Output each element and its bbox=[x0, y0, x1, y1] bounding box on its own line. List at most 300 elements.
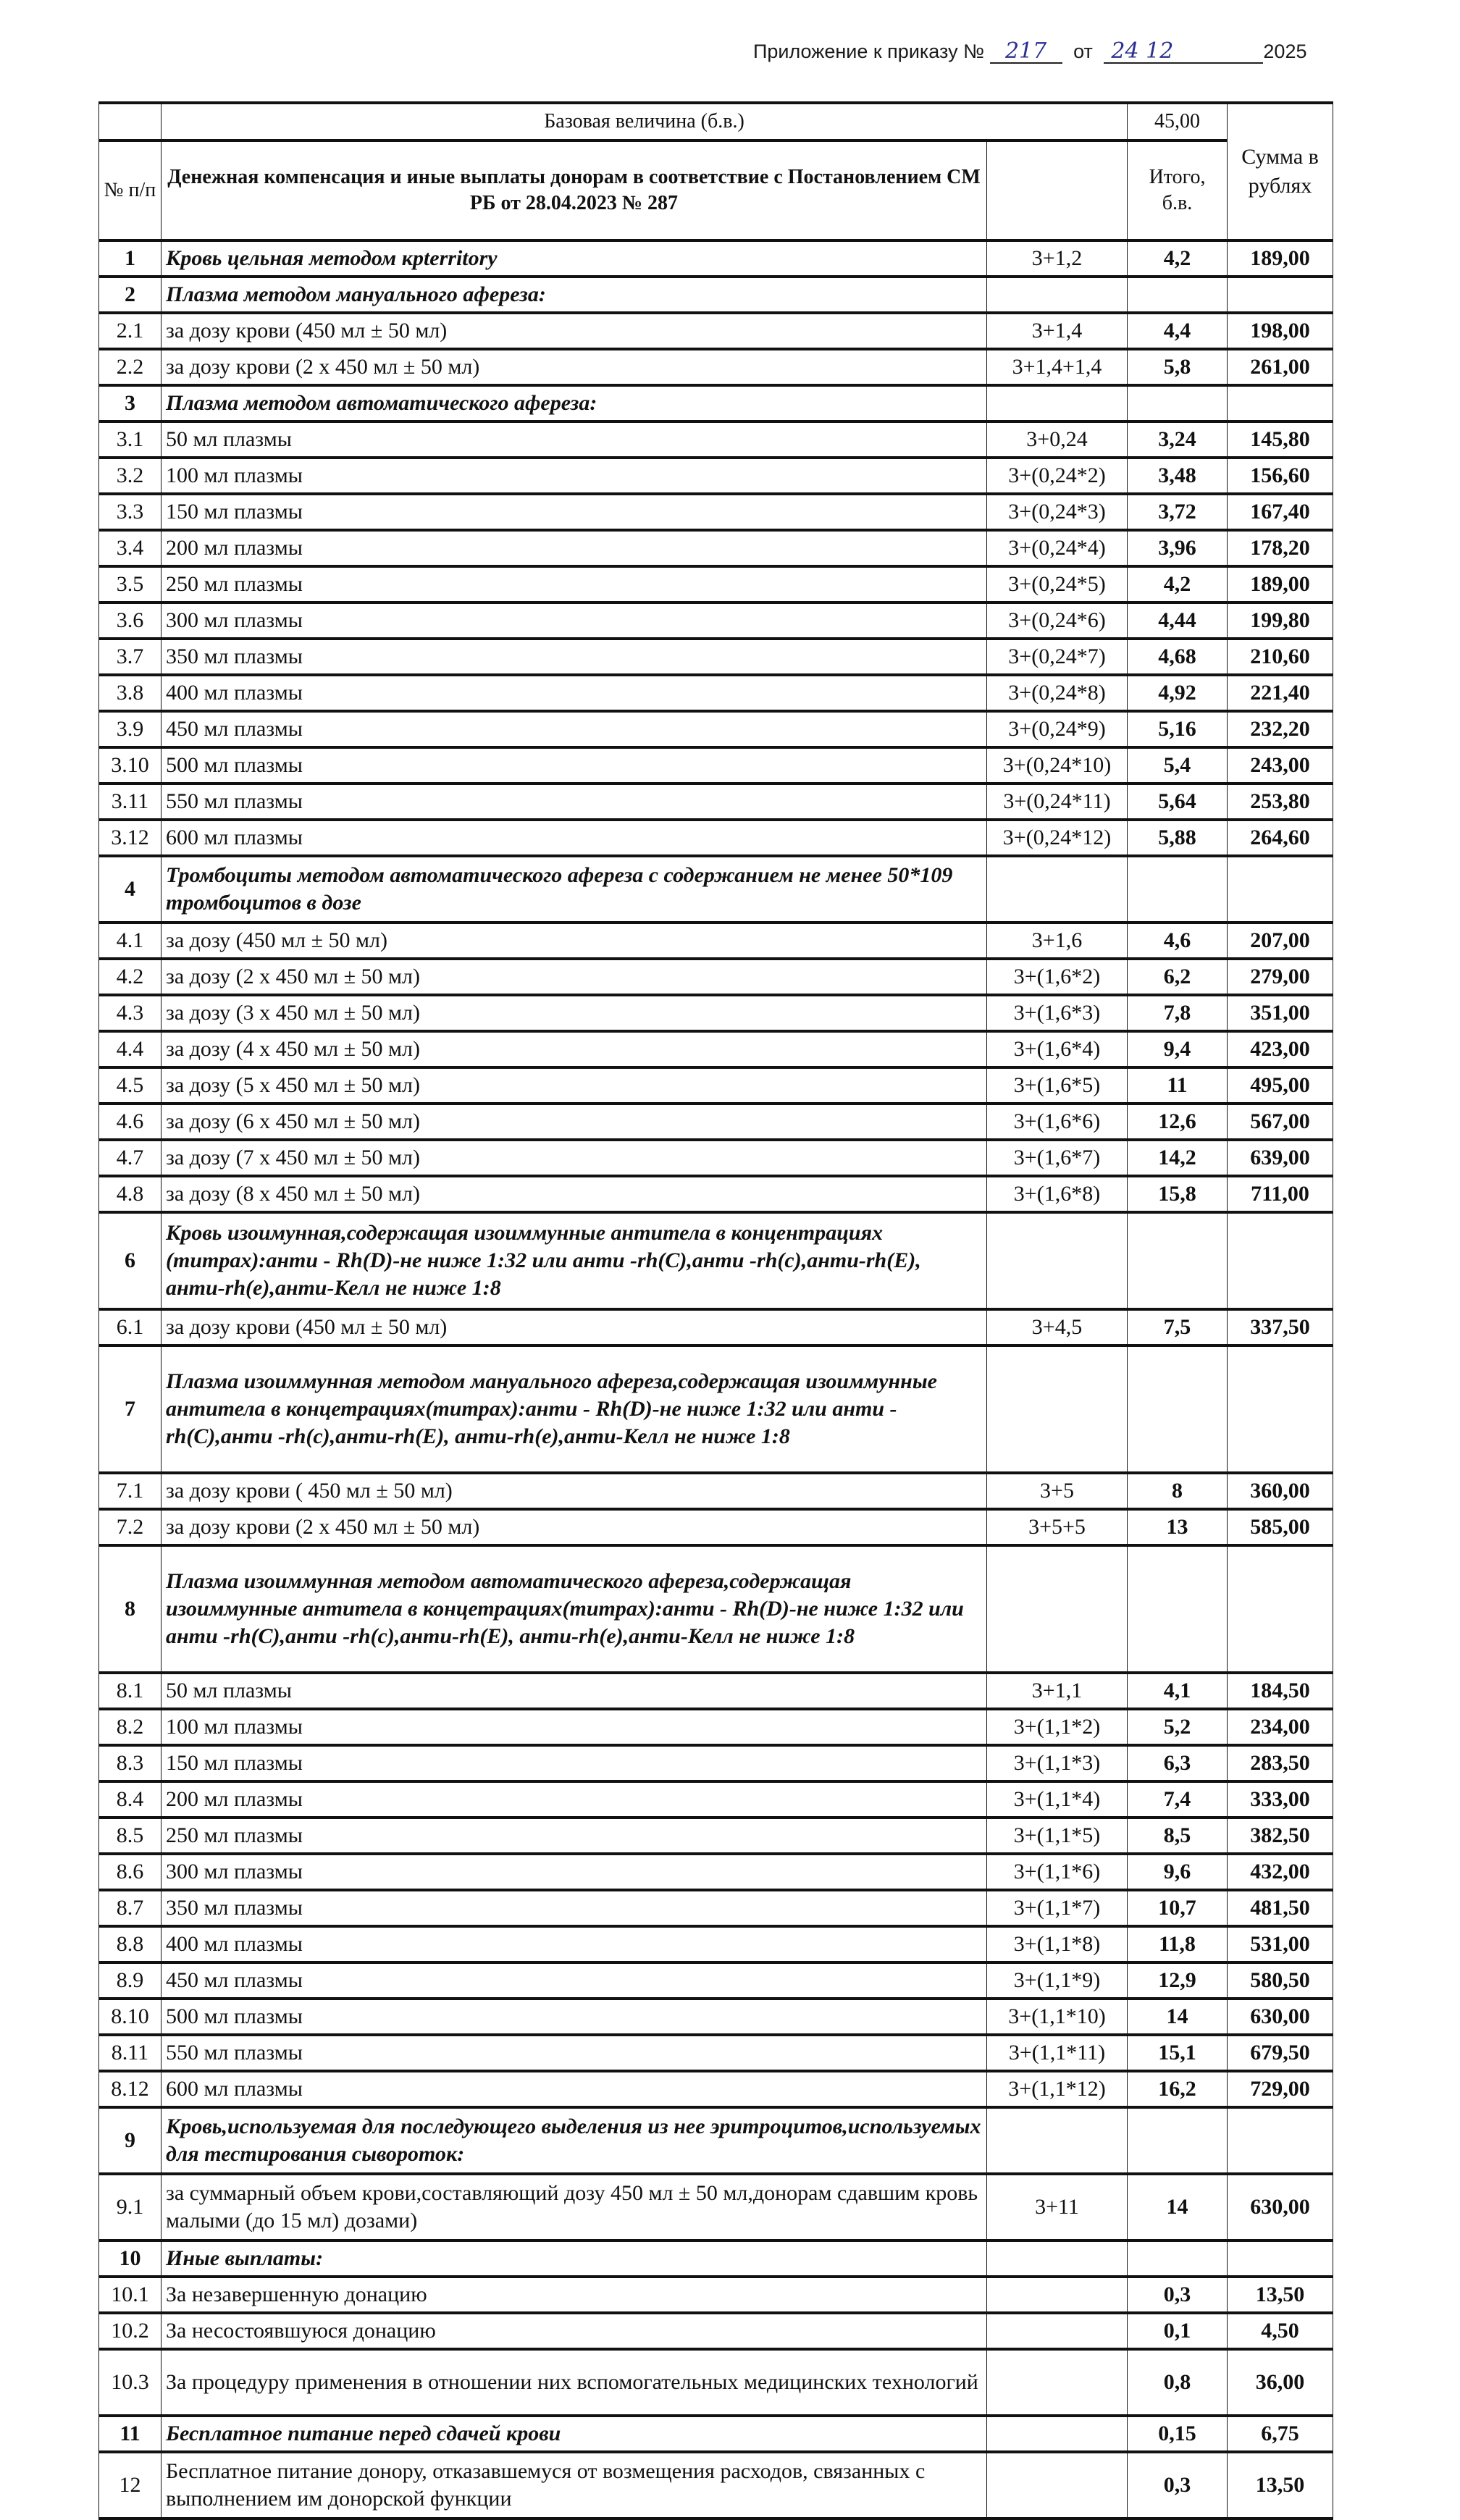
row-description: Кровь цельная методом крterritory bbox=[161, 240, 987, 277]
row-sum-rub: 567,00 bbox=[1228, 1104, 1333, 1140]
row-number: 4 bbox=[99, 856, 161, 923]
row-description: 200 мл плазмы bbox=[161, 530, 987, 566]
row-total-bv bbox=[1128, 1212, 1228, 1309]
row-sum-rub: 432,00 bbox=[1228, 1854, 1333, 1890]
row-description: 400 мл плазмы bbox=[161, 675, 987, 711]
row-total-bv: 4,92 bbox=[1128, 675, 1228, 711]
row-total-bv: 8 bbox=[1128, 1473, 1228, 1509]
table-row bbox=[99, 820, 1333, 856]
row-formula: 3+(0,24*8) bbox=[987, 675, 1128, 711]
row-sum-rub: 264,60 bbox=[1228, 820, 1333, 856]
row-sum-rub: 6,75 bbox=[1228, 2416, 1333, 2452]
row-total-bv bbox=[1128, 2240, 1228, 2277]
row-sum-rub: 243,00 bbox=[1228, 747, 1333, 784]
row-number: 12 bbox=[99, 2452, 161, 2519]
row-sum-rub: 279,00 bbox=[1228, 959, 1333, 995]
row-total-bv: 7,4 bbox=[1128, 1781, 1228, 1818]
row-formula: 3+(1,1*7) bbox=[987, 1890, 1128, 1926]
row-total-bv: 16,2 bbox=[1128, 2071, 1228, 2107]
table-row bbox=[99, 1309, 1333, 1345]
row-description: за дозу (8 х 450 мл ± 50 мл) bbox=[161, 1176, 987, 1212]
row-number: 4.7 bbox=[99, 1140, 161, 1176]
row-total-bv: 9,6 bbox=[1128, 1854, 1228, 1890]
row-number: 4.5 bbox=[99, 1067, 161, 1104]
row-total-bv: 4,44 bbox=[1128, 602, 1228, 639]
row-sum-rub: 729,00 bbox=[1228, 2071, 1333, 2107]
row-total-bv: 0,3 bbox=[1128, 2452, 1228, 2519]
col-desc-header: Денежная компенсация и иные выплаты донорам в соответствие с Постановлением СМ РБ от 28.04.2023 № 287 bbox=[161, 140, 987, 240]
row-total-bv: 5,2 bbox=[1128, 1709, 1228, 1745]
row-description: 100 мл плазмы bbox=[161, 1709, 987, 1745]
row-sum-rub: 210,60 bbox=[1228, 639, 1333, 675]
row-formula: 3+(1,6*4) bbox=[987, 1031, 1128, 1067]
row-sum-rub bbox=[1228, 1212, 1333, 1309]
table-row bbox=[99, 1176, 1333, 1212]
row-total-bv: 6,2 bbox=[1128, 959, 1228, 995]
row-formula: 3+5 bbox=[987, 1473, 1128, 1509]
section-row bbox=[99, 1345, 1333, 1473]
order-number: 217 bbox=[990, 41, 1062, 64]
row-formula: 3+(1,1*4) bbox=[987, 1781, 1128, 1818]
table-row bbox=[99, 313, 1333, 349]
row-number: 7 bbox=[99, 1345, 161, 1473]
row-description: Иные выплаты: bbox=[161, 2240, 987, 2277]
table-row bbox=[99, 995, 1333, 1031]
row-sum-rub: 36,00 bbox=[1228, 2349, 1333, 2416]
row-sum-rub: 253,80 bbox=[1228, 784, 1333, 820]
row-description: 600 мл плазмы bbox=[161, 820, 987, 856]
row-sum-rub: 189,00 bbox=[1228, 240, 1333, 277]
row-total-bv bbox=[1128, 1545, 1228, 1673]
row-number: 8.2 bbox=[99, 1709, 161, 1745]
row-number: 8.5 bbox=[99, 1818, 161, 1854]
row-formula: 3+(1,1*12) bbox=[987, 2071, 1128, 2107]
row-total-bv: 14 bbox=[1128, 2174, 1228, 2240]
row-formula: 3+(0,24*9) bbox=[987, 711, 1128, 747]
order-date: 24 12 bbox=[1104, 41, 1263, 64]
row-number: 9 bbox=[99, 2107, 161, 2174]
row-total-bv: 14,2 bbox=[1128, 1140, 1228, 1176]
row-total-bv: 4,2 bbox=[1128, 240, 1228, 277]
base-value-label: Базовая величина (б.в.) bbox=[161, 103, 1128, 140]
section-row bbox=[99, 2416, 1333, 2452]
row-total-bv: 12,9 bbox=[1128, 1962, 1228, 1999]
row-number: 4.2 bbox=[99, 959, 161, 995]
row-sum-rub: 283,50 bbox=[1228, 1745, 1333, 1781]
row-formula: 3+(0,24*4) bbox=[987, 530, 1128, 566]
row-formula: 3+1,6 bbox=[987, 923, 1128, 959]
row-number: 8.9 bbox=[99, 1962, 161, 1999]
section-row bbox=[99, 856, 1333, 923]
row-formula bbox=[987, 1212, 1128, 1309]
row-description: 150 мл плазмы bbox=[161, 494, 987, 530]
row-sum-rub: 13,50 bbox=[1228, 2452, 1333, 2519]
row-formula: 3+(1,6*5) bbox=[987, 1067, 1128, 1104]
section-row bbox=[99, 1545, 1333, 1673]
row-number: 3.4 bbox=[99, 530, 161, 566]
row-number: 8.1 bbox=[99, 1673, 161, 1709]
row-formula: 3+(0,24*7) bbox=[987, 639, 1128, 675]
table-row bbox=[99, 2071, 1333, 2107]
base-value-row bbox=[99, 103, 1333, 140]
row-description: 550 мл плазмы bbox=[161, 2035, 987, 2071]
row-total-bv bbox=[1128, 856, 1228, 923]
table-row bbox=[99, 2313, 1333, 2349]
row-sum-rub: 585,00 bbox=[1228, 1509, 1333, 1545]
row-sum-rub bbox=[1228, 856, 1333, 923]
row-number: 3.11 bbox=[99, 784, 161, 820]
row-description: 400 мл плазмы bbox=[161, 1926, 987, 1962]
row-description: За процедуру применения в отношении них вспомогательных медицинских технологий bbox=[161, 2349, 987, 2416]
table-row bbox=[99, 2174, 1333, 2240]
row-description: Плазма методом мануального афереза: bbox=[161, 277, 987, 313]
row-description: За незавершенную донацию bbox=[161, 2277, 987, 2313]
row-description: 150 мл плазмы bbox=[161, 1745, 987, 1781]
table-row bbox=[99, 494, 1333, 530]
row-sum-rub: 351,00 bbox=[1228, 995, 1333, 1031]
row-number: 10.1 bbox=[99, 2277, 161, 2313]
row-sum-rub: 199,80 bbox=[1228, 602, 1333, 639]
table-row bbox=[99, 1673, 1333, 1709]
row-number: 8.7 bbox=[99, 1890, 161, 1926]
table-row bbox=[99, 1067, 1333, 1104]
row-formula: 3+(1,1*10) bbox=[987, 1999, 1128, 2035]
row-formula bbox=[987, 2107, 1128, 2174]
row-total-bv: 3,96 bbox=[1128, 530, 1228, 566]
row-total-bv: 11,8 bbox=[1128, 1926, 1228, 1962]
row-description: 450 мл плазмы bbox=[161, 1962, 987, 1999]
order-reference bbox=[753, 38, 1333, 64]
row-formula: 3+(1,6*3) bbox=[987, 995, 1128, 1031]
row-description: за дозу (4 х 450 мл ± 50 мл) bbox=[161, 1031, 987, 1067]
row-number: 6.1 bbox=[99, 1309, 161, 1345]
row-formula bbox=[987, 1345, 1128, 1473]
row-sum-rub: 382,50 bbox=[1228, 1818, 1333, 1854]
row-formula: 3+(1,1*2) bbox=[987, 1709, 1128, 1745]
row-sum-rub: 4,50 bbox=[1228, 2313, 1333, 2349]
row-formula: 3+(0,24*3) bbox=[987, 494, 1128, 530]
row-description: за дозу (3 х 450 мл ± 50 мл) bbox=[161, 995, 987, 1031]
row-formula bbox=[987, 277, 1128, 313]
table-row bbox=[99, 959, 1333, 995]
row-number: 10.2 bbox=[99, 2313, 161, 2349]
row-sum-rub: 580,50 bbox=[1228, 1962, 1333, 1999]
row-formula: 3+1,2 bbox=[987, 240, 1128, 277]
row-sum-rub: 337,50 bbox=[1228, 1309, 1333, 1345]
row-total-bv: 15,8 bbox=[1128, 1176, 1228, 1212]
row-sum-rub: 679,50 bbox=[1228, 2035, 1333, 2071]
row-total-bv: 5,64 bbox=[1128, 784, 1228, 820]
table-row bbox=[99, 2349, 1333, 2416]
section-row bbox=[99, 1212, 1333, 1309]
table-row bbox=[99, 421, 1333, 458]
row-sum-rub: 234,00 bbox=[1228, 1709, 1333, 1745]
table-row bbox=[99, 2452, 1333, 2519]
row-description: 100 мл плазмы bbox=[161, 458, 987, 494]
row-total-bv: 13 bbox=[1128, 1509, 1228, 1545]
row-number: 4.3 bbox=[99, 995, 161, 1031]
table-row bbox=[99, 602, 1333, 639]
row-number: 2.1 bbox=[99, 313, 161, 349]
table-row bbox=[99, 1818, 1333, 1854]
row-formula: 3+(1,6*8) bbox=[987, 1176, 1128, 1212]
row-sum-rub: 145,80 bbox=[1228, 421, 1333, 458]
col-total-header: Итого, б.в. bbox=[1128, 140, 1228, 240]
row-total-bv: 4,2 bbox=[1128, 566, 1228, 602]
row-sum-rub: 261,00 bbox=[1228, 349, 1333, 385]
row-sum-rub bbox=[1228, 2240, 1333, 2277]
row-total-bv: 11 bbox=[1128, 1067, 1228, 1104]
row-total-bv: 14 bbox=[1128, 1999, 1228, 2035]
row-description: 200 мл плазмы bbox=[161, 1781, 987, 1818]
row-number: 2.2 bbox=[99, 349, 161, 385]
row-number: 7.2 bbox=[99, 1509, 161, 1545]
row-description: Бесплатное питание перед сдачей крови bbox=[161, 2416, 987, 2452]
row-description: Плазма методом автоматического афереза: bbox=[161, 385, 987, 421]
row-description: Тромбоциты методом автоматического афереза с содержанием не менее 50*109 тромбоцитов в дозе bbox=[161, 856, 987, 923]
row-number: 8.8 bbox=[99, 1926, 161, 1962]
row-number: 3.12 bbox=[99, 820, 161, 856]
row-number: 8.4 bbox=[99, 1781, 161, 1818]
table-row bbox=[99, 784, 1333, 820]
row-number: 3.2 bbox=[99, 458, 161, 494]
row-formula: 3+11 bbox=[987, 2174, 1128, 2240]
row-description: 350 мл плазмы bbox=[161, 639, 987, 675]
row-sum-rub: 360,00 bbox=[1228, 1473, 1333, 1509]
row-sum-rub: 630,00 bbox=[1228, 1999, 1333, 2035]
row-description: Бесплатное питание донору, отказавшемуся от возмещения расходов, связанных с выполнением им донорской функции bbox=[161, 2452, 987, 2519]
row-formula bbox=[987, 856, 1128, 923]
table-row bbox=[99, 923, 1333, 959]
row-formula: 3+(1,1*5) bbox=[987, 1818, 1128, 1854]
table-row bbox=[99, 1854, 1333, 1890]
row-description: 600 мл плазмы bbox=[161, 2071, 987, 2107]
row-formula bbox=[987, 2349, 1128, 2416]
row-formula: 3+0,24 bbox=[987, 421, 1128, 458]
table-row bbox=[99, 1999, 1333, 2035]
row-formula: 3+(1,6*6) bbox=[987, 1104, 1128, 1140]
row-total-bv bbox=[1128, 2107, 1228, 2174]
header-no-top bbox=[99, 103, 161, 140]
row-formula: 3+5+5 bbox=[987, 1509, 1128, 1545]
row-formula bbox=[987, 2416, 1128, 2452]
row-total-bv: 0,3 bbox=[1128, 2277, 1228, 2313]
row-formula: 3+1,4 bbox=[987, 313, 1128, 349]
row-description: За несостоявшуюся донацию bbox=[161, 2313, 987, 2349]
row-description: 300 мл плазмы bbox=[161, 602, 987, 639]
row-number: 8.12 bbox=[99, 2071, 161, 2107]
order-prefix: Приложение к приказу № bbox=[753, 41, 985, 62]
row-description: Плазма изоиммунная методом автоматического афереза,содержащая изоиммунные антитела в концетрациях(титрах):анти - Rh(D)-не ниже 1:32 или анти -rh(C),анти -rh(c),анти-rh(E), анти-rh(e),анти-Келл не ниже 1:8 bbox=[161, 1545, 987, 1673]
row-number: 9.1 bbox=[99, 2174, 161, 2240]
row-description: 500 мл плазмы bbox=[161, 1999, 987, 2035]
table-row bbox=[99, 747, 1333, 784]
row-description: 50 мл плазмы bbox=[161, 1673, 987, 1709]
row-number: 3.1 bbox=[99, 421, 161, 458]
row-number: 3.3 bbox=[99, 494, 161, 530]
from-label: от bbox=[1073, 41, 1093, 62]
row-description: за дозу крови (450 мл ± 50 мл) bbox=[161, 1309, 987, 1345]
table-row bbox=[99, 566, 1333, 602]
row-description: за дозу крови (2 х 450 мл ± 50 мл) bbox=[161, 1509, 987, 1545]
row-total-bv: 6,3 bbox=[1128, 1745, 1228, 1781]
row-sum-rub: 189,00 bbox=[1228, 566, 1333, 602]
row-description: за дозу крови (450 мл ± 50 мл) bbox=[161, 313, 987, 349]
row-total-bv: 0,1 bbox=[1128, 2313, 1228, 2349]
row-sum-rub: 232,20 bbox=[1228, 711, 1333, 747]
row-sum-rub: 184,50 bbox=[1228, 1673, 1333, 1709]
row-formula bbox=[987, 2240, 1128, 2277]
row-description: 500 мл плазмы bbox=[161, 747, 987, 784]
table-row bbox=[99, 530, 1333, 566]
row-sum-rub bbox=[1228, 385, 1333, 421]
row-total-bv: 3,48 bbox=[1128, 458, 1228, 494]
row-sum-rub bbox=[1228, 1545, 1333, 1673]
row-total-bv: 5,4 bbox=[1128, 747, 1228, 784]
row-description: за дозу крови (2 х 450 мл ± 50 мл) bbox=[161, 349, 987, 385]
row-formula: 3+(1,6*7) bbox=[987, 1140, 1128, 1176]
row-total-bv: 5,88 bbox=[1128, 820, 1228, 856]
table-row bbox=[99, 1104, 1333, 1140]
col-sum-header: Сумма в рублях bbox=[1228, 103, 1333, 240]
table-row bbox=[99, 1473, 1333, 1509]
column-header-row bbox=[99, 140, 1333, 240]
row-total-bv: 7,5 bbox=[1128, 1309, 1228, 1345]
row-description: 550 мл плазмы bbox=[161, 784, 987, 820]
table-row bbox=[99, 1962, 1333, 1999]
row-number: 10.3 bbox=[99, 2349, 161, 2416]
row-description: 300 мл плазмы bbox=[161, 1854, 987, 1890]
section-row bbox=[99, 277, 1333, 313]
col-no-header: № п/п bbox=[99, 140, 161, 240]
row-total-bv: 15,1 bbox=[1128, 2035, 1228, 2071]
row-sum-rub: 711,00 bbox=[1228, 1176, 1333, 1212]
row-total-bv: 7,8 bbox=[1128, 995, 1228, 1031]
table-row bbox=[99, 349, 1333, 385]
row-number: 4.1 bbox=[99, 923, 161, 959]
row-number: 4.8 bbox=[99, 1176, 161, 1212]
row-description: за дозу (7 х 450 мл ± 50 мл) bbox=[161, 1140, 987, 1176]
row-formula: 3+(1,1*11) bbox=[987, 2035, 1128, 2071]
row-total-bv: 5,16 bbox=[1128, 711, 1228, 747]
row-formula: 3+4,5 bbox=[987, 1309, 1128, 1345]
row-total-bv: 9,4 bbox=[1128, 1031, 1228, 1067]
row-number: 11 bbox=[99, 2416, 161, 2452]
row-number: 3.5 bbox=[99, 566, 161, 602]
row-sum-rub: 531,00 bbox=[1228, 1926, 1333, 1962]
table-row bbox=[99, 1140, 1333, 1176]
row-formula: 3+(1,1*3) bbox=[987, 1745, 1128, 1781]
row-formula: 3+(1,6*2) bbox=[987, 959, 1128, 995]
row-sum-rub: 198,00 bbox=[1228, 313, 1333, 349]
row-number: 3.8 bbox=[99, 675, 161, 711]
table-row bbox=[99, 458, 1333, 494]
row-description: Плазма изоиммунная методом мануального афереза,содержащая изоиммунные антитела в концетрациях(титрах):анти - Rh(D)-не ниже 1:32 или анти -rh(C),анти -rh(c),анти-rh(E), анти-rh(e),анти-Келл не ниже 1:8 bbox=[161, 1345, 987, 1473]
row-sum-rub: 630,00 bbox=[1228, 2174, 1333, 2240]
row-number: 4.6 bbox=[99, 1104, 161, 1140]
row-description: за дозу (5 х 450 мл ± 50 мл) bbox=[161, 1067, 987, 1104]
table-row bbox=[99, 2035, 1333, 2071]
table-row bbox=[99, 675, 1333, 711]
table-row bbox=[99, 711, 1333, 747]
table-row bbox=[99, 639, 1333, 675]
row-total-bv: 0,8 bbox=[1128, 2349, 1228, 2416]
row-description: 250 мл плазмы bbox=[161, 1818, 987, 1854]
row-total-bv: 0,15 bbox=[1128, 2416, 1228, 2452]
row-description: за дозу крови ( 450 мл ± 50 мл) bbox=[161, 1473, 987, 1509]
row-sum-rub: 481,50 bbox=[1228, 1890, 1333, 1926]
row-sum-rub: 423,00 bbox=[1228, 1031, 1333, 1067]
row-total-bv: 10,7 bbox=[1128, 1890, 1228, 1926]
row-number: 6 bbox=[99, 1212, 161, 1309]
table-row bbox=[99, 1509, 1333, 1545]
row-formula: 3+(0,24*2) bbox=[987, 458, 1128, 494]
row-description: 50 мл плазмы bbox=[161, 421, 987, 458]
row-number: 8.3 bbox=[99, 1745, 161, 1781]
row-total-bv: 4,68 bbox=[1128, 639, 1228, 675]
row-description: 450 мл плазмы bbox=[161, 711, 987, 747]
row-formula: 3+(0,24*6) bbox=[987, 602, 1128, 639]
row-formula: 3+1,4+1,4 bbox=[987, 349, 1128, 385]
row-formula: 3+(1,1*8) bbox=[987, 1926, 1128, 1962]
row-number: 2 bbox=[99, 277, 161, 313]
section-row bbox=[99, 240, 1333, 277]
row-sum-rub: 333,00 bbox=[1228, 1781, 1333, 1818]
row-number: 4.4 bbox=[99, 1031, 161, 1067]
row-formula bbox=[987, 2452, 1128, 2519]
row-sum-rub: 156,60 bbox=[1228, 458, 1333, 494]
row-total-bv bbox=[1128, 277, 1228, 313]
row-description: Кровь изоимунная,содержащая изоиммунные антитела в концентрациях (титрах):анти - Rh(D)-не ниже 1:32 или анти -rh(C),анти -rh(c),анти-rh(E), анти-rh(e),анти-Келл не ниже 1:8 bbox=[161, 1212, 987, 1309]
row-sum-rub: 167,40 bbox=[1228, 494, 1333, 530]
row-number: 8.10 bbox=[99, 1999, 161, 2035]
row-number: 3.6 bbox=[99, 602, 161, 639]
row-number: 3 bbox=[99, 385, 161, 421]
table-row bbox=[99, 2277, 1333, 2313]
row-total-bv: 4,6 bbox=[1128, 923, 1228, 959]
row-description: за дозу (2 х 450 мл ± 50 мл) bbox=[161, 959, 987, 995]
row-formula bbox=[987, 385, 1128, 421]
row-number: 3.7 bbox=[99, 639, 161, 675]
order-year: 2025 bbox=[1263, 41, 1307, 62]
compensation-table bbox=[98, 101, 1333, 2520]
row-number: 8 bbox=[99, 1545, 161, 1673]
row-formula bbox=[987, 2313, 1128, 2349]
table-row bbox=[99, 1890, 1333, 1926]
row-number: 10 bbox=[99, 2240, 161, 2277]
row-total-bv: 3,72 bbox=[1128, 494, 1228, 530]
row-sum-rub: 221,40 bbox=[1228, 675, 1333, 711]
row-formula: 3+(1,1*9) bbox=[987, 1962, 1128, 1999]
col-formula-header bbox=[987, 140, 1128, 240]
row-sum-rub: 207,00 bbox=[1228, 923, 1333, 959]
row-number: 3.10 bbox=[99, 747, 161, 784]
row-sum-rub bbox=[1228, 277, 1333, 313]
row-number: 8.11 bbox=[99, 2035, 161, 2071]
row-formula: 3+(0,24*5) bbox=[987, 566, 1128, 602]
row-total-bv: 12,6 bbox=[1128, 1104, 1228, 1140]
row-formula bbox=[987, 2277, 1128, 2313]
row-sum-rub: 13,50 bbox=[1228, 2277, 1333, 2313]
row-total-bv: 3,24 bbox=[1128, 421, 1228, 458]
row-sum-rub bbox=[1228, 2107, 1333, 2174]
section-row bbox=[99, 2107, 1333, 2174]
table-row bbox=[99, 1926, 1333, 1962]
row-sum-rub bbox=[1228, 1345, 1333, 1473]
row-description: Кровь,используемая для последующего выделения из нее эритроцитов,используемых для тестирования сывороток: bbox=[161, 2107, 987, 2174]
row-total-bv bbox=[1128, 1345, 1228, 1473]
row-number: 8.6 bbox=[99, 1854, 161, 1890]
